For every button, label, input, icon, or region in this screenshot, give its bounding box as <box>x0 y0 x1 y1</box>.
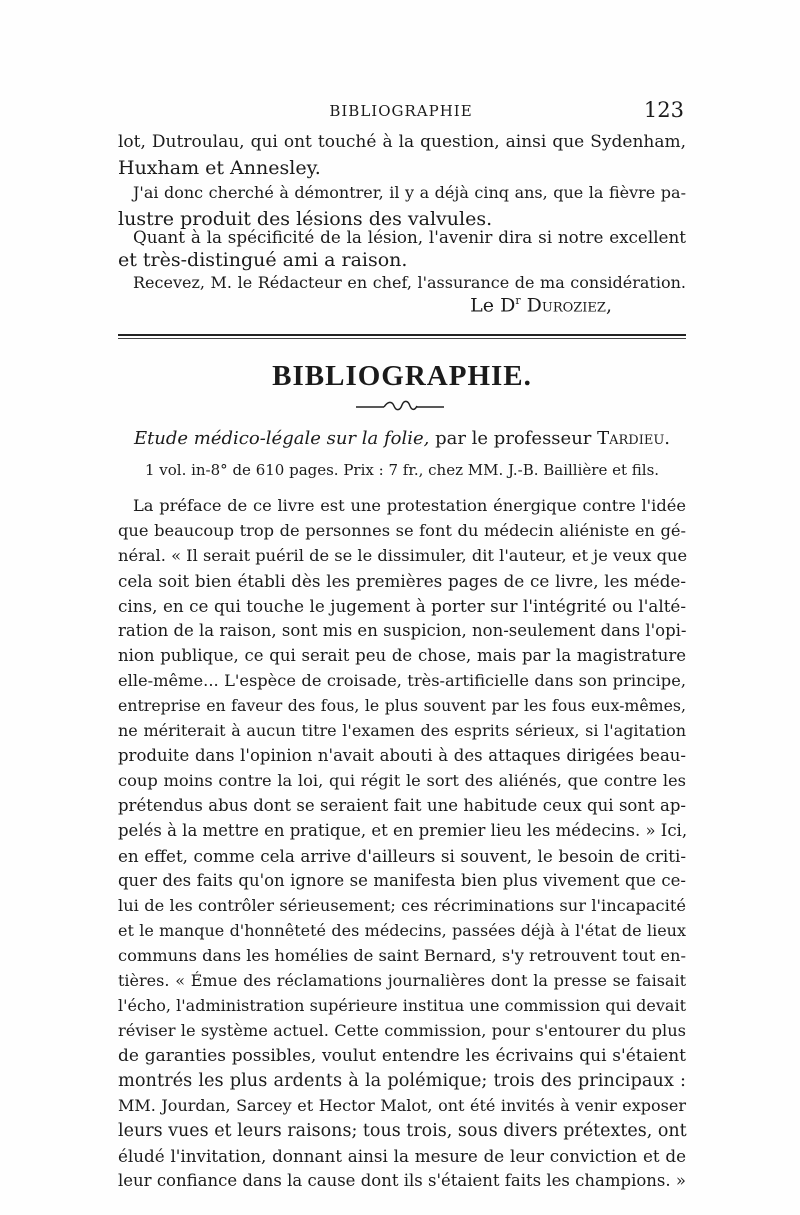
review-line: cela soit bien établi dès les premières pages de ce livre, les méde- <box>118 571 686 591</box>
letter-line: Recevez, M. le Rédacteur en chef, l'assurance de ma considération. <box>133 273 686 292</box>
letter-line: Quant à la spécificité de la lésion, l'avenir dira si notre excellent <box>133 227 686 247</box>
signature-name: Duroziez, <box>526 294 612 317</box>
review-line: La préface de ce livre est une protestation énergique contre l'idée <box>133 496 686 515</box>
letter-line: J'ai donc cherché à démontrer, il y a déjà cinq ans, que la fièvre pa- <box>133 183 686 202</box>
review-line: montrés les plus ardents à la polémique; trois des principaux : <box>118 1071 686 1091</box>
review-line: en effet, comme cela arrive d'ailleurs si souvent, le besoin de criti- <box>118 846 686 866</box>
section-heading: BIBLIOGRAPHIE. <box>272 360 532 392</box>
review-line: leur confiance dans la cause dont ils s'étaient faits les champions. » <box>118 1171 686 1190</box>
page-number: 123 <box>643 98 684 122</box>
letter-line: lot, Dutroulau, qui ont touché à la question, ainsi que Sydenham, <box>118 132 686 152</box>
review-line: que beaucoup trop de personnes se font du médecin aliéniste en gé- <box>118 521 686 540</box>
review-line: coup moins contre la loi, qui régit le sort des aliénés, que contre les <box>118 771 686 790</box>
book-title <box>118 428 686 449</box>
running-head-title: BIBLIOGRAPHIE <box>329 102 473 120</box>
review-line: communs dans les homélies de saint Bernard, s'y retrouvent tout en- <box>118 946 686 965</box>
running-head <box>118 98 684 124</box>
review-line: ration de la raison, sont mis en suspicion, non-seulement dans l'opi- <box>118 621 687 640</box>
review-line: cins, en ce qui touche le jugement à porter sur l'intégrité ou l'alté- <box>118 596 686 616</box>
review-line: et le manque d'honnêteté des médecins, passées déjà à l'état de lieux <box>118 921 686 940</box>
review-line: nion publique, ce qui serait peu de chose, mais par la magistrature <box>118 646 686 665</box>
review-line: néral. « Il serait puéril de se le dissimuler, dit l'auteur, et je veux que <box>118 546 688 565</box>
signature <box>470 294 612 316</box>
letter-line: Huxham et Annesley. <box>118 157 321 179</box>
review-line: prétendus abus dont se seraient fait une habitude ceux qui sont ap- <box>118 796 686 815</box>
signature-prefix: Le D <box>470 294 516 317</box>
review-line: pelés à la mettre en pratique, et en premier lieu les médecins. » Ici, <box>118 821 688 840</box>
book-title-rest: par le professeur <box>429 428 598 449</box>
review-line: tières. « Émue des réclamations journalières dont la presse se faisait <box>118 971 686 990</box>
review-line: lui de les contrôler sérieusement; ces récriminations sur l'incapacité <box>118 896 686 915</box>
review-line: produite dans l'opinion n'avait abouti à des attaques dirigées beau- <box>118 746 686 765</box>
ornament-icon <box>354 398 446 412</box>
section-divider <box>118 334 686 342</box>
book-title-italic: Etude médico-légale sur la folie, <box>133 428 430 449</box>
review-line: quer des faits qu'on ignore se manifesta bien plus vivement que ce- <box>118 871 686 890</box>
review-line: entreprise en faveur des fous, le plus souvent par les fous eux-mêmes, <box>118 696 686 715</box>
letter-line: lustre produit des lésions des valvules. <box>118 208 493 230</box>
review-line: réviser le système actuel. Cette commission, pour s'entourer du plus <box>118 1021 686 1040</box>
book-details: 1 vol. in-8° de 610 pages. Prix : 7 fr., chez MM. J.-B. Baillière et fils. <box>144 461 660 479</box>
review-line: elle-même... L'espèce de croisade, très-artificielle dans son principe, <box>118 671 686 690</box>
review-line: éludé l'invitation, donnant ainsi la mesure de leur conviction et de <box>118 1146 686 1166</box>
signature-sup: r <box>515 294 521 307</box>
letter-line: et très-distingué ami a raison. <box>118 249 408 271</box>
review-line: MM. Jourdan, Sarcey et Hector Malot, ont été invités à venir exposer <box>118 1096 686 1115</box>
review-line: l'écho, l'administration supérieure institua une commission qui devait <box>118 996 686 1015</box>
review-line: de garanties possibles, voulut entendre les écrivains qui s'étaient <box>118 1046 686 1066</box>
review-line: ne mériterait à aucun titre l'examen des esprits sérieux, si l'agitation <box>118 721 686 740</box>
book-author: Tardieu. <box>597 428 671 449</box>
review-line: leurs vues et leurs raisons; tous trois, sous divers prétextes, ont <box>118 1121 687 1141</box>
